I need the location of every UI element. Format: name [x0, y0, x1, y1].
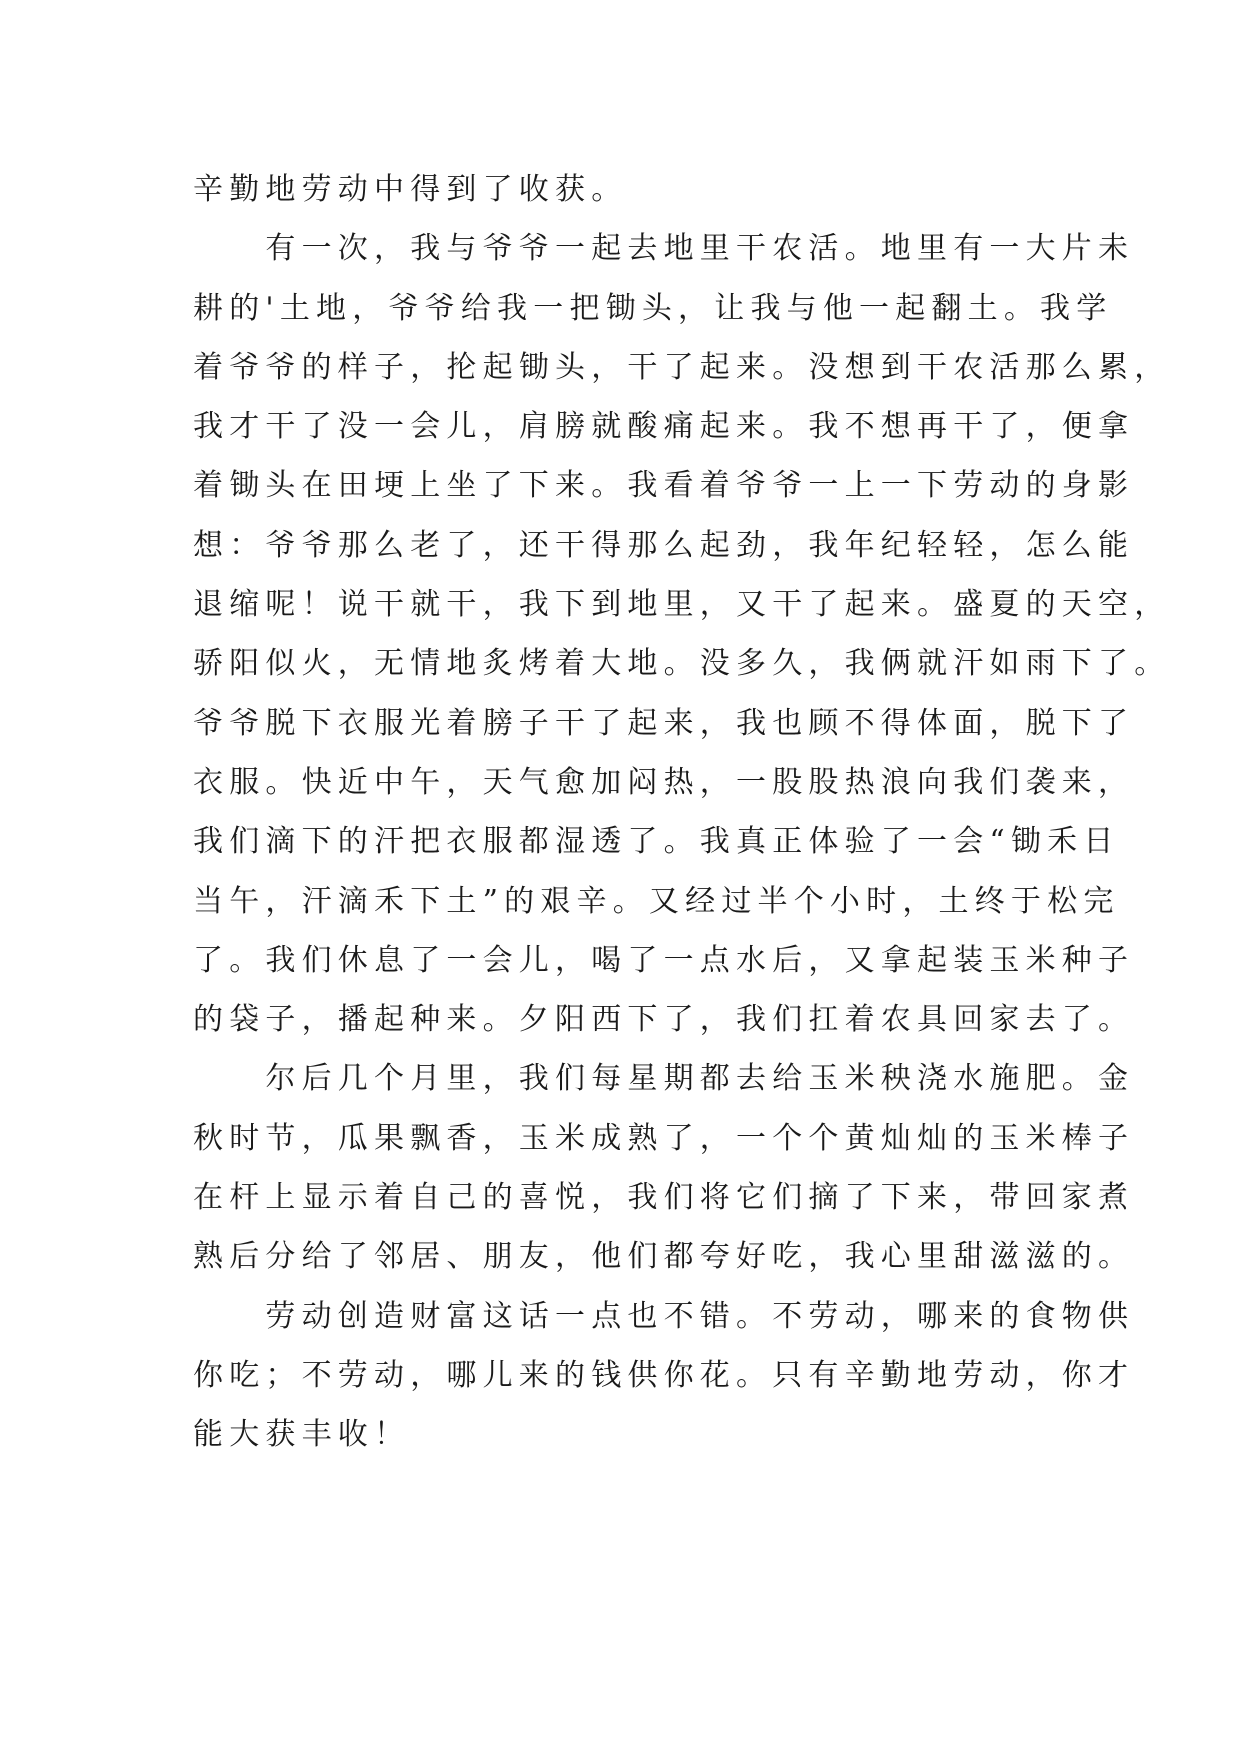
- text-line: 我才干了没一会儿，肩膀就酸痛起来。我不想再干了，便拿: [193, 409, 1135, 445]
- text-line: 熟后分给了邻居、朋友，他们都夸好吃，我心里甜滋滋的。: [193, 1239, 1135, 1275]
- text-line: 爷爷脱下衣服光着膀子干了起来，我也顾不得体面，脱下了: [193, 705, 1135, 741]
- text-line: 劳动创造财富这话一点也不错。不劳动，哪来的食物供: [193, 1298, 1135, 1334]
- text-line: 着锄头在田埂上坐了下来。我看着爷爷一上一下劳动的身影: [193, 468, 1135, 504]
- text-line: 耕的'土地，爷爷给我一把锄头，让我与他一起翻土。我学: [193, 290, 1113, 326]
- text-line: 当午，汗滴禾下土”的艰辛。又经过半个小时，土终于松完: [193, 883, 1120, 919]
- text-line: 在杆上显示着自己的喜悦，我们将它们摘了下来，带回家煮: [193, 1180, 1135, 1216]
- text-line: 秋时节，瓜果飘香，玉米成熟了，一个个黄灿灿的玉米棒子: [193, 1120, 1135, 1156]
- text-line: 想：爷爷那么老了，还干得那么起劲，我年纪轻轻，怎么能: [193, 527, 1135, 563]
- text-line: 我们滴下的汗把衣服都湿透了。我真正体验了一会“锄禾日: [193, 824, 1120, 860]
- text-line: 能大获丰收！: [193, 1417, 411, 1453]
- text-line: 着爷爷的样子，抡起锄头，干了起来。没想到干农活那么累，: [193, 349, 1171, 385]
- text-line: 退缩呢！说干就干，我下到地里，又干了起来。盛夏的天空，: [193, 587, 1171, 623]
- text-line: 有一次，我与爷爷一起去地里干农活。地里有一大片未: [193, 231, 1135, 267]
- text-line: 辛勤地劳动中得到了收获。: [193, 172, 628, 207]
- text-line: 衣服。快近中午，天气愈加闷热，一股股热浪向我们袭来，: [193, 764, 1135, 800]
- text-line: 骄阳似火，无情地炙烤着大地。没多久，我俩就汗如雨下了。: [193, 646, 1171, 682]
- text-line: 了。我们休息了一会儿，喝了一点水后，又拿起装玉米种子: [193, 942, 1135, 978]
- essay-body: [193, 160, 1171, 1465]
- text-line: 你吃；不劳动，哪儿来的钱供你花。只有辛勤地劳动，你才: [193, 1357, 1135, 1393]
- text-line: 的袋子，播起种来。夕阳西下了，我们扛着农具回家去了。: [193, 1002, 1135, 1038]
- text-line: 尔后几个月里，我们每星期都去给玉米秧浇水施肥。金: [193, 1061, 1135, 1097]
